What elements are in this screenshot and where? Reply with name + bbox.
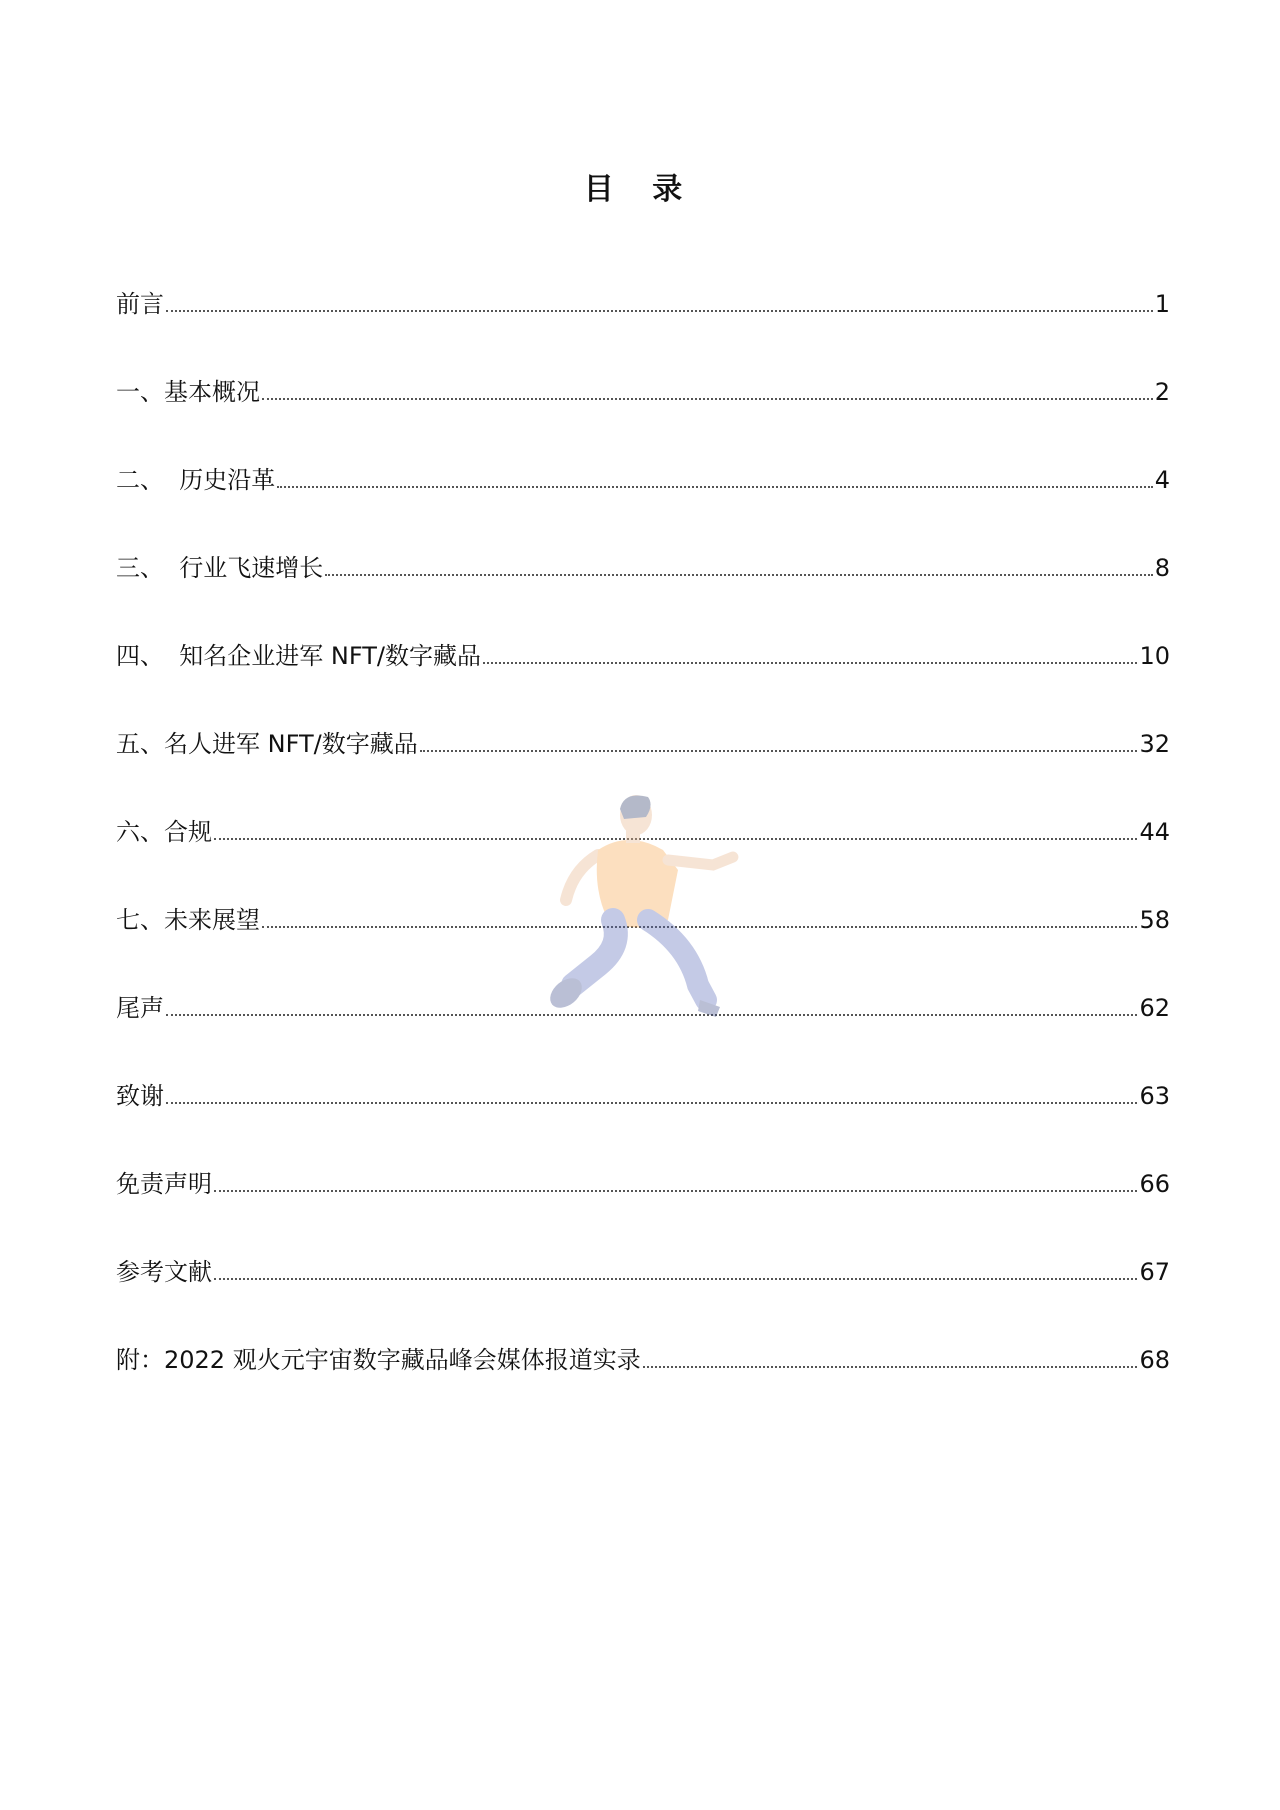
toc-entry[interactable] bbox=[116, 374, 1170, 462]
toc-entry[interactable] bbox=[116, 1078, 1170, 1166]
toc-leader-dots bbox=[214, 838, 1137, 840]
toc-entry-label: 尾声 bbox=[116, 994, 164, 1022]
toc-entry[interactable] bbox=[116, 990, 1170, 1078]
toc-leader-dots bbox=[325, 574, 1152, 576]
toc-leader-dots bbox=[166, 310, 1153, 312]
toc-entry[interactable] bbox=[116, 902, 1170, 990]
toc-leader-dots bbox=[643, 1366, 1138, 1368]
toc-entry-label: 致谢 bbox=[116, 1082, 164, 1110]
toc-entry[interactable] bbox=[116, 286, 1170, 374]
toc-entry-page: 66 bbox=[1139, 1170, 1170, 1198]
page-title: 目 录 bbox=[583, 172, 697, 207]
toc-leader-dots bbox=[166, 1102, 1137, 1104]
toc-leader-dots bbox=[214, 1190, 1137, 1192]
toc-entry-label: 三、 行业飞速增长 bbox=[116, 554, 324, 582]
toc-leader-dots bbox=[483, 662, 1137, 664]
toc-entry[interactable] bbox=[116, 462, 1170, 550]
toc-entry[interactable] bbox=[116, 1342, 1170, 1430]
toc-entry[interactable] bbox=[116, 1166, 1170, 1254]
toc-entry-label: 二、 历史沿革 bbox=[116, 466, 276, 494]
toc-entry-page: 32 bbox=[1139, 730, 1170, 758]
toc-leader-dots bbox=[214, 1278, 1137, 1280]
toc-entry-page: 1 bbox=[1154, 290, 1170, 318]
toc-entry-page: 4 bbox=[1154, 466, 1170, 494]
toc-entry[interactable] bbox=[116, 1254, 1170, 1342]
toc-entry-page: 10 bbox=[1139, 642, 1170, 670]
toc-leader-dots bbox=[262, 926, 1137, 928]
toc-entry-label: 五、名人进军 NFT/数字藏品 bbox=[116, 730, 418, 758]
toc-entry-page: 67 bbox=[1139, 1258, 1170, 1286]
toc-entry-label: 前言 bbox=[116, 290, 164, 318]
toc-entry-page: 63 bbox=[1139, 1082, 1170, 1110]
table-of-contents bbox=[116, 286, 1170, 1430]
toc-leader-dots bbox=[277, 486, 1152, 488]
toc-entry-label: 七、未来展望 bbox=[116, 906, 260, 934]
toc-entry-page: 58 bbox=[1139, 906, 1170, 934]
toc-entry-page: 68 bbox=[1139, 1346, 1170, 1374]
toc-entry-label: 免责声明 bbox=[116, 1170, 212, 1198]
toc-entry-label: 参考文献 bbox=[116, 1258, 212, 1286]
toc-leader-dots bbox=[420, 750, 1138, 752]
toc-leader-dots bbox=[262, 398, 1153, 400]
toc-entry-page: 2 bbox=[1154, 378, 1170, 406]
toc-entry-page: 8 bbox=[1154, 554, 1170, 582]
toc-leader-dots bbox=[166, 1014, 1137, 1016]
toc-entry-label: 附：2022 观火元宇宙数字藏品峰会媒体报道实录 bbox=[116, 1346, 641, 1374]
toc-entry[interactable] bbox=[116, 638, 1170, 726]
toc-entry[interactable] bbox=[116, 814, 1170, 902]
toc-entry-label: 一、基本概况 bbox=[116, 378, 260, 406]
toc-entry-page: 62 bbox=[1139, 994, 1170, 1022]
toc-entry-label: 六、合规 bbox=[116, 818, 212, 846]
toc-entry-label: 四、 知名企业进军 NFT/数字藏品 bbox=[116, 642, 481, 670]
toc-entry-page: 44 bbox=[1139, 818, 1170, 846]
toc-entry[interactable] bbox=[116, 550, 1170, 638]
toc-entry[interactable] bbox=[116, 726, 1170, 814]
